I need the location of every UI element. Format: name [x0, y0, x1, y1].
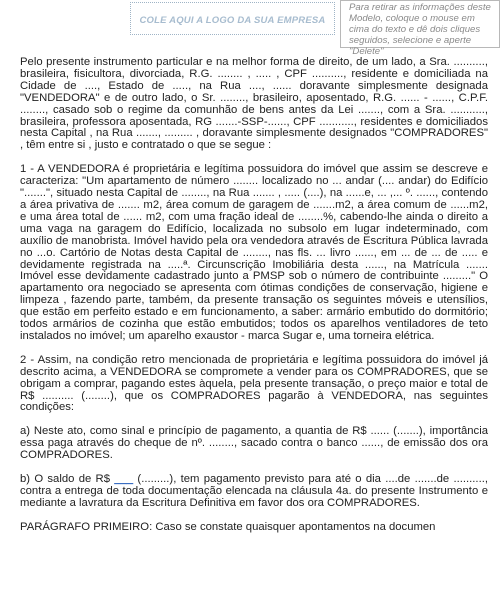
instruction-note-box	[340, 0, 500, 57]
logo-placeholder-text: COLE AQUI A LOGO DA SUA EMPRESA	[139, 15, 326, 26]
item-b-end-text: (.........), tem pagamento previsto para até o dia ....de .......de .........., contra a entrega de toda documentação elencada na cláusula 4a. do presente Instrumento e mediante a lavratura da Escritura Definitiva em favor dos ora COMPRADORES.	[20, 473, 488, 509]
clause-2: 2 - Assim, na condição retro mencionada de proprietária e legítima possuidora do imóvel já descrito acima, a VENDEDORA se compromete a vender para os COMPRADORES, que se obrigam a comprar, pagando estes àquela, pela presente transação, o preço maior e total de R$ .......... (........), que os COMPRADORES pagarão à VENDEDORA, nas seguintes condições:	[20, 353, 488, 414]
contract-preamble: Pelo presente instrumento particular e na melhor forma de direito, de um lado, a Sra. .........., brasileira, fisicultora, divorciada, R.G. ........ , ..... , CPF .........., residente e domiciliada na Cidade de ...., Estado de ....., na Rua ...., ...... doravante simplesmente designada "VENDEDORA" e de outro lado, o Sr. ........, brasileiro, aposentado, R.G. ...... - ......, C.P.F. ........, casado sob o regime da comunhão de bens antes da Lei ......., com a Sra. ..........., brasileira, professora aposentada, RG .......-SSP-......, CPF ..........., residentes e domiciliados nesta Capital , na Rua ......., ......... , doravante simplesmente designados "COMPRADORES" , têm entre si , justo e contratado o que se segue :	[20, 56, 488, 152]
item-b-blank-field[interactable]: ___	[114, 473, 134, 486]
logo-placeholder-box[interactable]	[130, 2, 335, 35]
clause-1: 1 - A VENDEDORA é proprietária e legítima possuidora do imóvel que assim se descreve e caracteriza: "Um apartamento de número ........ localizado no ... andar (.... andar) do Edifício ".......", situado nesta Capital de ........, na Rua ....... , ..... (....), na ......e, ... ,... º. ......, contendo a área privativa de ....... m2, área comum de garagem de .......m2, a área comum de ......m2, e uma área total de ...... m2, com uma fração ideal de ........%, cabendo-lhe ainda o direito a uma vaga na garagem do Edifício, localizada no subsolo em lugar indeterminado, com auxílio de manobrista. Imóvel havido pela ora vendedora através de Escritura Pública lavrada no ...o. Cartório de Notas desta Capital de ........, nas fls. ... livro ......, em ... de ... de ..... e devidamente registrada na .....ª. Circunscrição Imobiliária desta ......, na Matrícula ....... Imóvel esse devidamente cadastrado junto a PMSP sob o número de contribuinte ........." O apartamento ora negociado se apresenta com ótimas condições de conservação, higiene e limpeza , fazendo parte, também, da presente transação os seguintes móveis e utensílios, que estão em perfeito estado e em funcionamento, a saber: armário embutido do dormitório; todos armários de cozinha que estão embutidos; todos os aparelhos ventiladores de teto instalados no imóvel; um aparelho exaustor - marca Sugar e, uma torneira elétrica.	[20, 163, 488, 342]
item-b-start-text: b) O saldo de R$	[20, 473, 115, 486]
instruction-note-text: Para retirar as informações deste Modelo, coloque o mouse em cima do texto e dê dois cliques seguidos, selecione e aperte "Delete"	[349, 2, 491, 57]
clause-2-item-b	[20, 474, 488, 510]
paragraph-first: PARÁGRAFO PRIMEIRO: Caso se constate quaisquer apontamentos na documen	[20, 520, 436, 533]
document-body	[20, 57, 488, 600]
clause-2-item-a: a) Neste ato, como sinal e princípio de pagamento, a quantia de R$ ...... (.......), importância essa paga através do cheque de nº. ........, sacado contra o banco ......, de emissão dos ora COMPRADORES.	[20, 425, 488, 462]
